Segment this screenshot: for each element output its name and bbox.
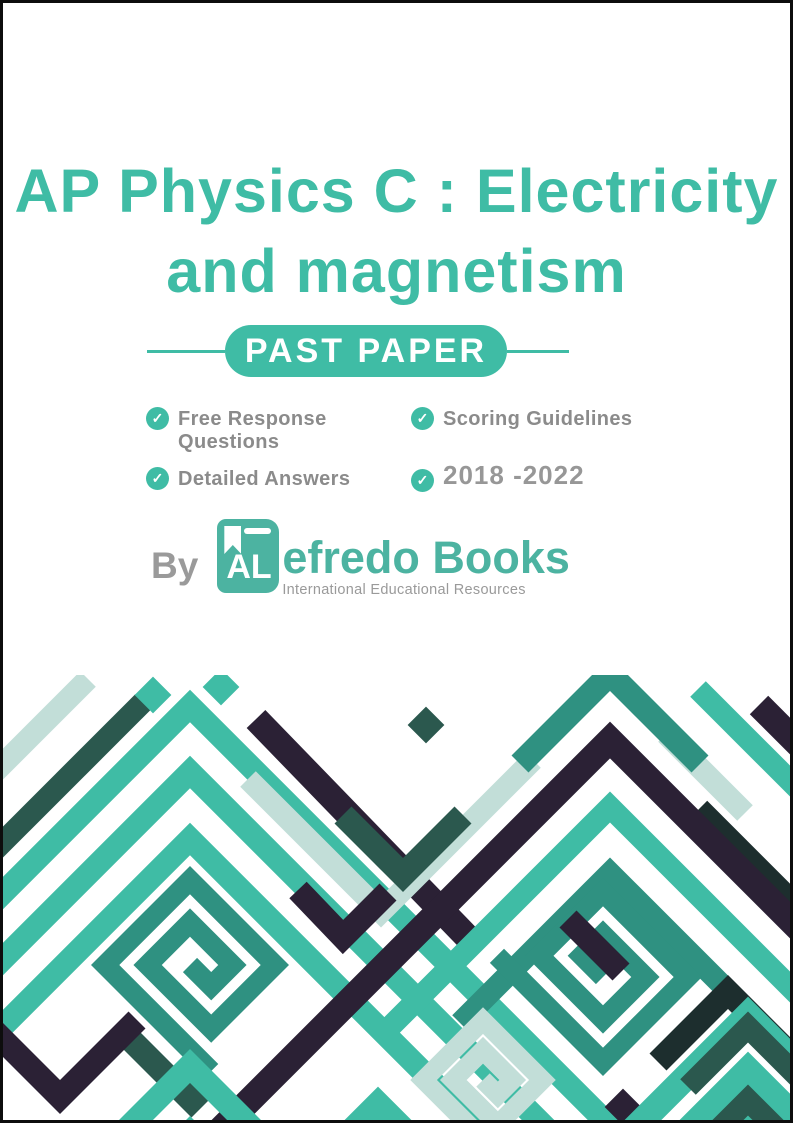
logo-wordmark: efredo Books	[282, 532, 570, 583]
feature-years	[411, 460, 632, 492]
check-icon: ✓	[411, 407, 434, 430]
check-icon: ✓	[411, 469, 434, 492]
title-line-1: AP Physics C : Electricity	[14, 157, 779, 225]
publisher-logo	[198, 519, 570, 598]
logo-tagline: International Educational Resources	[282, 582, 526, 598]
feature-free-response	[146, 406, 411, 454]
badge-rule-left	[147, 350, 225, 353]
feature-label: Scoring Guidelines	[443, 408, 633, 430]
logo-text-block	[282, 519, 570, 598]
badge-rule-right	[507, 350, 569, 353]
past-paper-badge: PAST PAPER	[225, 325, 507, 377]
book-icon	[217, 519, 279, 593]
page-title	[3, 151, 790, 311]
feature-label: 2018 -2022	[443, 460, 585, 490]
features-list	[146, 406, 632, 492]
book-pages-line	[244, 528, 271, 534]
check-icon: ✓	[146, 407, 169, 430]
feature-label: Detailed Answers	[178, 468, 351, 490]
past-paper-badge-row	[147, 325, 569, 377]
maze-pattern	[3, 675, 790, 1120]
feature-label: Free Response Questions	[178, 408, 327, 453]
title-line-2: and magnetism	[166, 237, 627, 305]
by-label: By	[151, 545, 199, 586]
feature-detailed-answers	[146, 466, 411, 492]
logo-monogram: AL	[226, 548, 272, 586]
byline	[151, 519, 570, 598]
check-icon: ✓	[146, 467, 169, 490]
feature-scoring-guidelines	[411, 406, 632, 454]
